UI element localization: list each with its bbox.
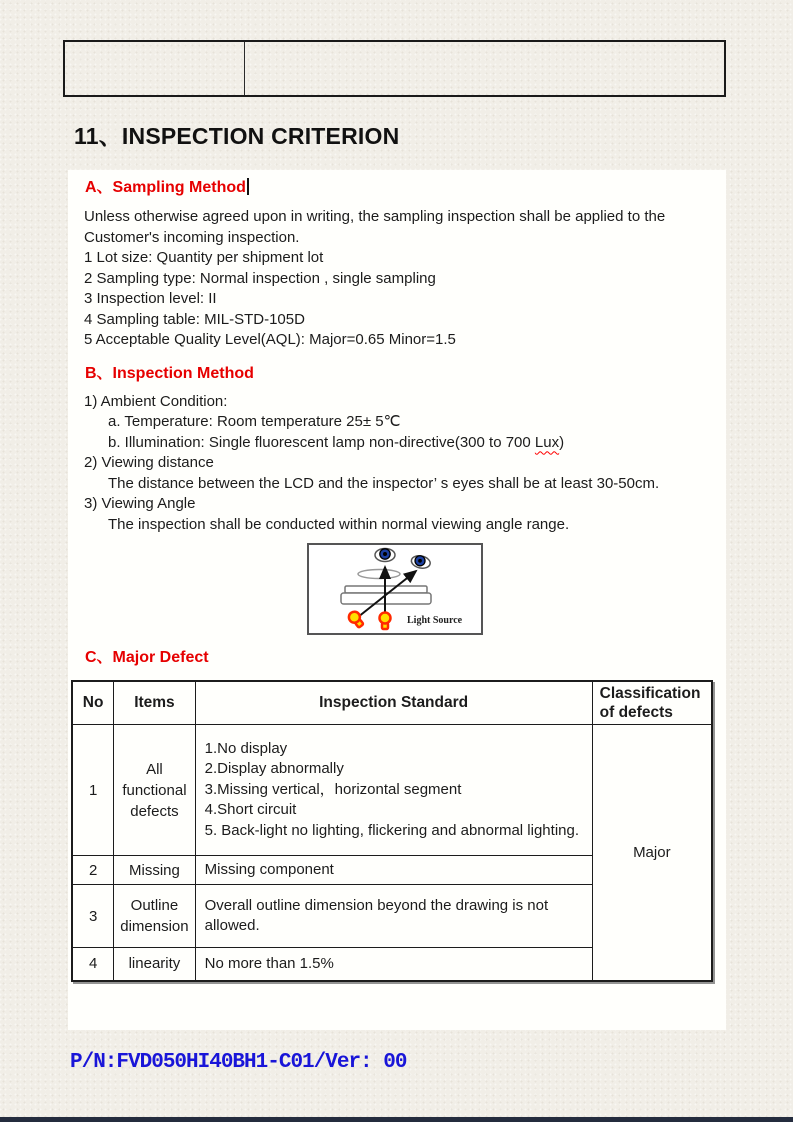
header-box-cell-left	[65, 42, 245, 95]
sampling-item: 3 Inspection level: II	[84, 290, 217, 307]
row3-no: 3	[72, 885, 114, 948]
standard-line: 1.No display	[204, 739, 288, 757]
row2-no: 2	[72, 856, 114, 885]
header-items: Items	[114, 681, 195, 725]
text-caret	[247, 178, 249, 195]
standard-line: 3.Missing vertical，horizontal segment	[204, 780, 462, 798]
viewing-distance-line: 2) Viewing distance	[84, 454, 214, 471]
section-c-heading: C、Major Defect	[85, 649, 209, 666]
row2-items: Missing	[114, 856, 195, 885]
ambient-condition-line: 1) Ambient Condition:	[84, 392, 228, 410]
header-box-cell-right	[245, 42, 724, 95]
row1-no: 1	[72, 725, 114, 856]
light-bulb-icon	[380, 613, 391, 630]
section-a-heading-text: A、Sampling Method	[85, 179, 246, 196]
sampling-item: 2 Sampling type: Normal inspection , single sampling	[84, 269, 436, 287]
table-header-row	[72, 681, 712, 725]
eye-icon	[375, 549, 395, 562]
standard-line: 5. Back-light no lighting, flickering and abnormal lighting.	[204, 821, 580, 839]
row4-standard: No more than 1.5%	[195, 948, 592, 981]
bottom-edge-bar	[0, 1117, 793, 1122]
row4-items: linearity	[114, 948, 195, 981]
section-a-heading	[85, 178, 710, 198]
temperature-line: a. Temperature: Room temperature 25± 5℃	[108, 413, 401, 430]
row2-standard: Missing component	[195, 856, 592, 885]
row3-standard: Overall outline dimension beyond the drawing is not allowed.	[195, 885, 592, 948]
table-row	[72, 725, 712, 856]
sampling-item: 4 Sampling table: MIL-STD-105D	[84, 310, 305, 328]
sampling-item: 1 Lot size: Quantity per shipment lot	[84, 249, 324, 266]
row4-no: 4	[72, 948, 114, 981]
eye-icon	[410, 554, 431, 570]
row1-items: All functional defects	[114, 725, 195, 856]
illumination-line	[84, 433, 710, 454]
page-title: 11、INSPECTION CRITERION	[74, 123, 400, 149]
content-panel	[68, 170, 726, 1030]
illumination-text: b. Illumination: Single fluorescent lamp non-directive(300 to 700	[108, 433, 535, 451]
viewing-angle-diagram	[307, 543, 483, 635]
document-header-box	[63, 40, 726, 97]
sampling-intro-text: Unless otherwise agreed upon in writing, the sampling inspection shall be applied to the Customer's incoming inspection.	[84, 208, 666, 246]
light-source-label: Light Source	[407, 615, 463, 626]
viewing-angle-body: The inspection shall be conducted within normal viewing angle range.	[108, 515, 570, 533]
section-b-heading: B、Inspection Method	[85, 364, 254, 382]
row1-standard	[195, 725, 592, 856]
header-inspection-standard: Inspection Standard	[195, 681, 592, 725]
row3-items: Outline dimension	[114, 885, 195, 948]
sampling-item: 5 Acceptable Quality Level(AQL): Major=0.65 Minor=1.5	[84, 331, 456, 348]
standard-line: 2.Display abnormally	[204, 760, 344, 778]
illumination-text-end: )	[559, 433, 565, 451]
lens-ellipse	[358, 570, 400, 579]
header-classification: Classification of defects	[592, 681, 712, 725]
standard-line: 4.Short circuit	[204, 801, 297, 819]
light-source-diagram-svg	[309, 545, 481, 633]
classification-major-cell: Major	[592, 725, 712, 981]
lux-misspelling: Lux	[534, 433, 560, 451]
viewing-angle-line: 3) Viewing Angle	[84, 495, 196, 512]
header-no: No	[72, 681, 114, 725]
major-defect-table	[71, 680, 713, 982]
part-number-footer: P/N:FVD050HI40BH1-C01/Ver: 00	[70, 1051, 407, 1074]
viewing-distance-body: The distance between the LCD and the inspector’ s eyes shall be at least 30-50cm.	[108, 474, 660, 492]
